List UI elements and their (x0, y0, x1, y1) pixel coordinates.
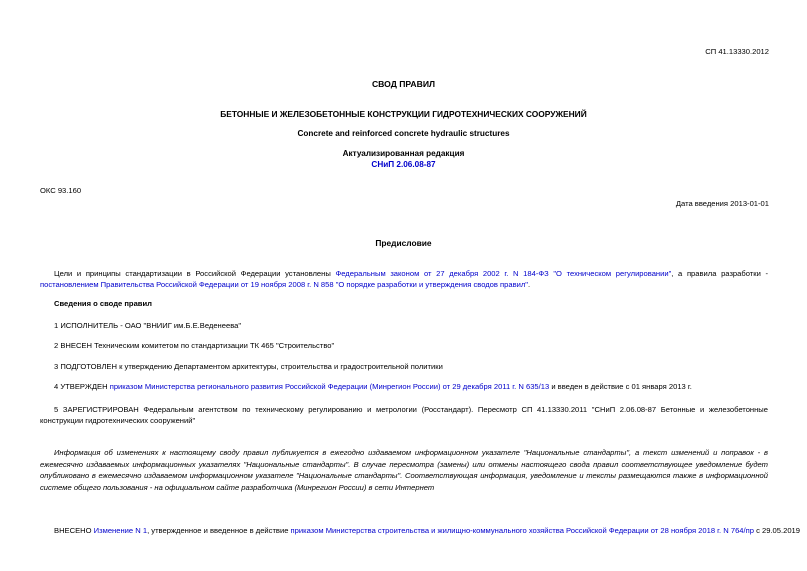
government-decree-link[interactable]: постановлением Правительства Российской Федерации от 19 ноября 2008 г. N 858 "О порядке разработки и утверждения сводов правил" (40, 280, 529, 289)
oks-code: ОКС 93.160 (40, 186, 82, 195)
change-notice: Информация об изменениях к настоящему своду правил публикуется в ежегодно издаваемом информационном указателе "Национальные стандарты", а текст изменений и поправок - в ежемесячно издаваемых информационных указателях "Национальные стандарты". В случае пересмотра (замены) или отмены настоящего свода правил соответствующее уведомление будет опубликовано в ежемесячно издаваемом информационном указателе "Национальные стандарты". Соответствующая информация, уведомление и тексты размещаются также в информационной системе общего пользования - на официальном сайте разработчика (Минрегион России) в сети Интернет (40, 448, 768, 492)
ministry-order-link[interactable]: приказом Министерства строительства и жилищно-коммунального хозяйства Российской Федерации от 28 ноября 2018 г. N 764/пр (290, 526, 754, 535)
amendment-link[interactable]: Изменение N 1 (93, 526, 148, 535)
intro-date: Дата введения 2013-01-01 (675, 199, 769, 208)
preface-paragraph (40, 268, 768, 290)
amendment-text-c: с 29.05.2019 (753, 526, 800, 535)
info-item-4-text-b: и введен в действие с 01 января 2013 г. (549, 382, 692, 391)
preface-text-a: Цели и принципы стандартизации в Российской Федерации установлены (54, 269, 336, 278)
doc-title-ru: БЕТОННЫЕ И ЖЕЛЕЗОБЕТОННЫЕ КОНСТРУКЦИИ ГИДРОТЕХНИЧЕСКИХ СООРУЖЕНИЙ (220, 109, 587, 119)
edition-label: Актуализированная редакция (342, 149, 465, 158)
snip-link[interactable]: СНиП 2.06.08-87 (371, 160, 436, 169)
info-item-1: 1 ИСПОЛНИТЕЛЬ - ОАО "ВНИИГ им.Б.Е.Веденеева" (54, 321, 242, 330)
amendment-text-b: , утвержденное и введенное в действие (147, 526, 291, 535)
federal-law-link[interactable]: Федеральным законом от 27 декабря 2002 г. N 184-ФЗ "О техническом регулировании" (335, 269, 672, 278)
preface-text-b: , а правила разработки - (671, 269, 769, 278)
preface-heading: Предисловие (375, 238, 432, 248)
info-item-2: 2 ВНЕСЕН Техническим комитетом по стандартизации ТК 465 "Строительство" (54, 341, 335, 350)
info-item-5: 5 ЗАРЕГИСТРИРОВАН Федеральным агентством по техническому регулированию и метрологии (Росстандарт). Пересмотр СП 41.13330.2011 "СНиП 2.06.08-87 Бетонные и железобетонные конструкции гидротехнических сооружений" (40, 405, 768, 425)
info-item-4-text-a: 4 УТВЕРЖДЕН (54, 382, 110, 391)
amendment-text-a: ВНЕСЕНО (54, 526, 94, 535)
approval-order-link[interactable]: приказом Министерства регионального развития Российской Федерации (Минрегион России) от 29 декабря 2011 г. N 635/13 (109, 382, 550, 391)
preface-text-c: . (528, 280, 531, 289)
info-heading: Сведения о своде правил (54, 299, 152, 308)
doc-type-title: СВОД ПРАВИЛ (371, 79, 436, 89)
amendment-note (54, 526, 800, 535)
doc-title-en: Concrete and reinforced concrete hydraulic structures (297, 129, 510, 138)
info-item-3: 3 ПОДГОТОВЛЕН к утверждению Департаментом архитектуры, строительства и градостроительной политики (54, 362, 443, 371)
info-item-4 (54, 382, 692, 391)
document-code: СП 41.13330.2012 (705, 47, 769, 56)
